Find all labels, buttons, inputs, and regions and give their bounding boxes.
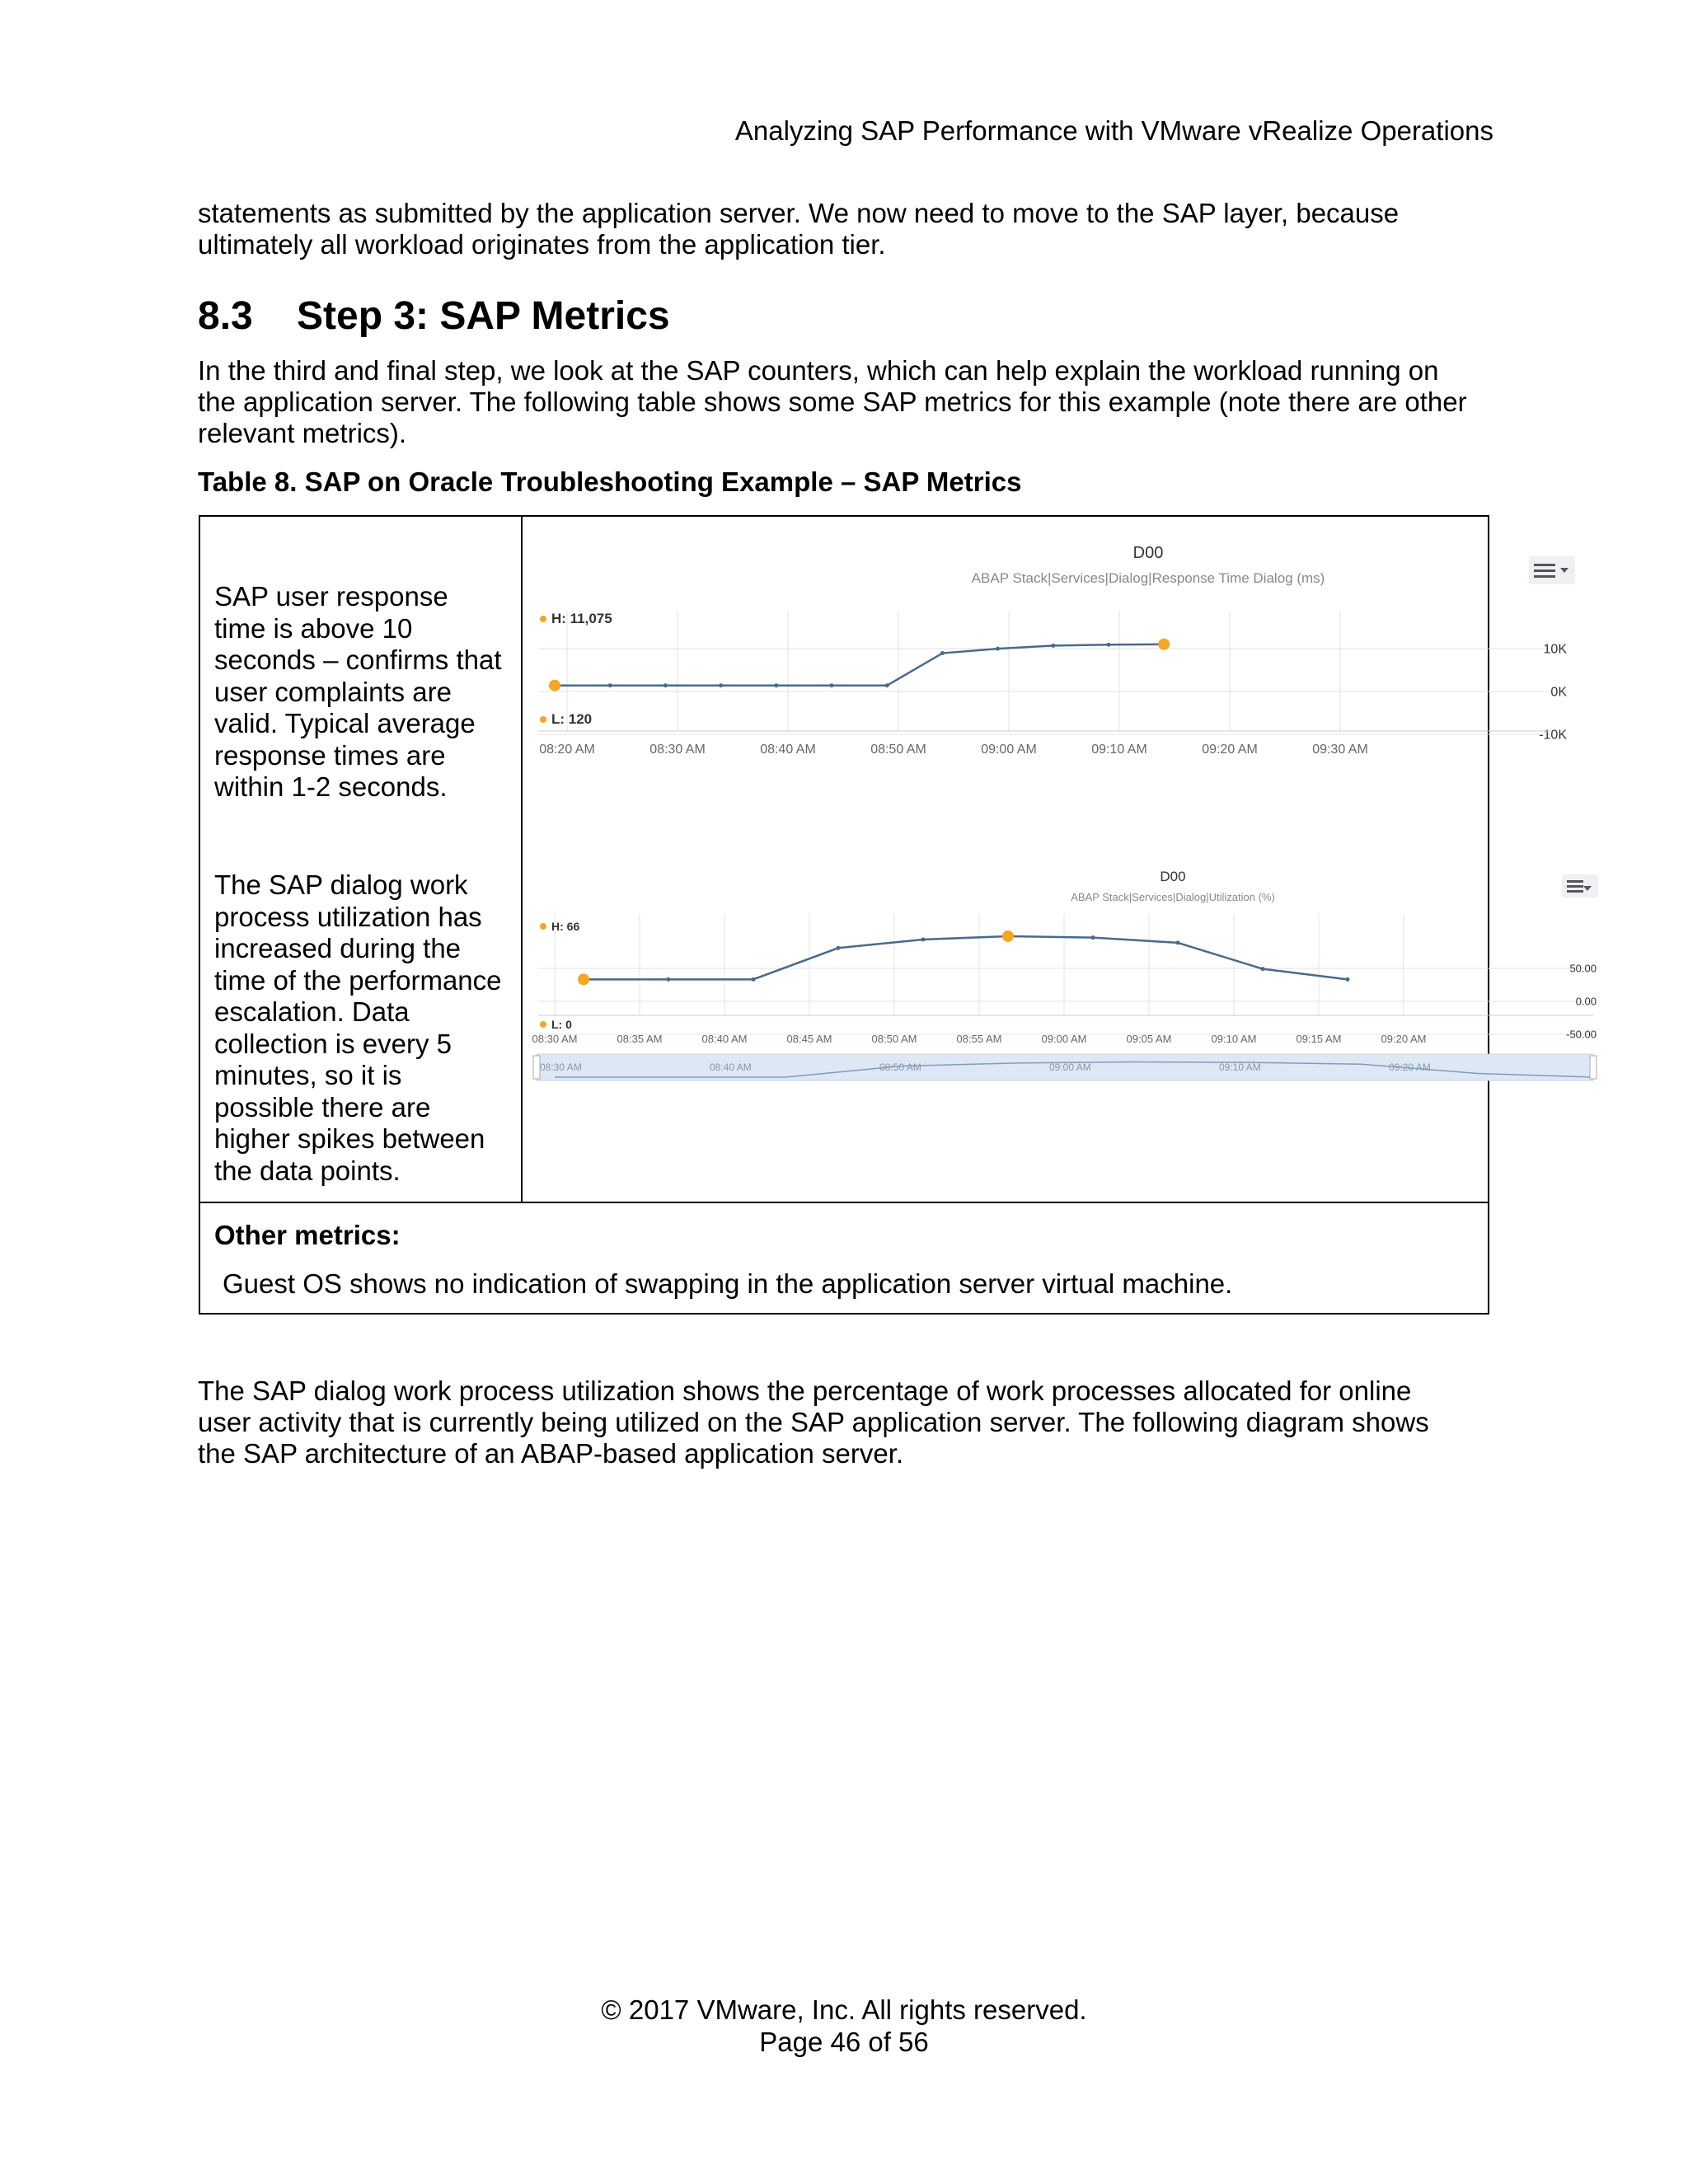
closing-line-2: user activity that is currently being utilized on the SAP application server. The following diagram shows	[198, 1407, 1429, 1437]
closing-line-1: The SAP dialog work process utilization shows the percentage of work processes allocated for online	[198, 1376, 1412, 1406]
data-point	[1261, 967, 1265, 971]
section-line-3: relevant metrics).	[198, 418, 407, 448]
navigator-tick-label: 09:00 AM	[1049, 1062, 1091, 1073]
row2-line: increased during the	[214, 933, 462, 963]
section-heading	[198, 293, 670, 339]
highlight-point	[578, 973, 589, 985]
row1-line: within 1-2 seconds.	[214, 771, 448, 802]
data-point	[608, 683, 612, 687]
navigator-tick-label: 08:50 AM	[879, 1062, 921, 1073]
data-point	[667, 977, 671, 982]
row1-line: valid. Typical average	[214, 708, 476, 738]
data-point	[885, 683, 889, 687]
data-point	[1091, 935, 1095, 940]
row2-description	[214, 869, 515, 1187]
utilization-chart-svg	[530, 855, 1601, 1135]
high-value-label: H: 66	[551, 920, 580, 933]
data-point	[774, 683, 778, 687]
navigator-handle-left	[533, 1056, 540, 1079]
data-point	[719, 683, 723, 687]
navigator-tick-label: 09:10 AM	[1219, 1062, 1261, 1073]
chart1-menu-button[interactable]	[1529, 556, 1575, 584]
table-row-charts	[200, 517, 1597, 1203]
footer-copyright: © 2017 VMware, Inc. All rights reserved.	[601, 1994, 1087, 2025]
navigator-handle-right	[1590, 1056, 1597, 1079]
navigator-tick-label: 09:20 AM	[1389, 1062, 1431, 1073]
x-tick-label: 09:15 AM	[1296, 1033, 1342, 1045]
section-title: Step 3: SAP Metrics	[297, 294, 670, 338]
row2-line: collection is every 5	[214, 1028, 452, 1059]
y-tick-label: 50.00	[1569, 962, 1597, 975]
x-tick-label: 08:55 AM	[956, 1033, 1002, 1045]
row2-line: escalation. Data	[214, 996, 410, 1027]
footer-page-number: Page 46 of 56	[759, 2027, 929, 2057]
low-value-label: L: 0	[551, 1018, 572, 1031]
page-header: Analyzing SAP Performance with VMware vRealize Operations	[734, 115, 1493, 146]
x-tick-label: 09:10 AM	[1091, 743, 1147, 757]
utilization-chart	[530, 855, 1601, 1135]
x-tick-label: 08:40 AM	[760, 743, 816, 757]
row2-line: the data points.	[214, 1155, 401, 1186]
row2-line: minutes, so it is	[214, 1060, 402, 1090]
x-tick-label: 09:30 AM	[1312, 743, 1368, 757]
x-tick-label: 08:50 AM	[870, 743, 926, 757]
x-tick-label: 09:00 AM	[1041, 1033, 1087, 1045]
data-point	[1107, 643, 1111, 647]
row2-line: process utilization has	[214, 901, 482, 932]
x-tick-label: 08:40 AM	[701, 1033, 748, 1045]
low-value-label: L: 120	[551, 711, 593, 727]
x-tick-label: 08:30 AM	[649, 743, 706, 757]
series-line	[555, 644, 1164, 686]
high-value-label: H: 11,075	[551, 611, 612, 626]
x-tick-label: 09:00 AM	[981, 743, 1037, 757]
row2-line: possible there are	[214, 1091, 431, 1122]
section-line-1: In the third and final step, we look at the SAP counters, which can help explain the workload running on	[198, 355, 1439, 386]
highlight-point	[1002, 930, 1014, 942]
row1-line: time is above 10	[214, 612, 413, 644]
high-marker-dot	[540, 616, 546, 622]
y-tick-label: 0.00	[1575, 995, 1597, 1008]
response-time-chart-svg	[530, 527, 1568, 778]
row1-description	[214, 581, 515, 804]
x-tick-label: 08:20 AM	[539, 743, 595, 757]
high-marker-dot	[540, 923, 546, 930]
row1-line: SAP user response	[214, 581, 448, 612]
series-line	[584, 936, 1348, 979]
x-tick-label: 09:20 AM	[1202, 743, 1258, 757]
low-marker-dot	[540, 716, 546, 723]
data-point	[1176, 940, 1180, 944]
column-divider	[521, 517, 523, 1202]
row1-line: user complaints are	[214, 676, 452, 707]
row1-line: seconds – confirms that	[214, 644, 502, 675]
chart-subtitle: ABAP Stack|Services|Dialog|Response Time Dialog (ms)	[971, 570, 1325, 586]
x-tick-label: 09:20 AM	[1381, 1033, 1427, 1045]
chevron-down-icon	[1560, 568, 1568, 573]
response-time-chart	[530, 527, 1568, 778]
highlight-point	[549, 680, 560, 691]
chart2-menu-button[interactable]	[1562, 874, 1598, 898]
data-point	[940, 651, 945, 655]
x-tick-label: 08:50 AM	[871, 1033, 917, 1045]
data-point	[921, 937, 926, 941]
y-tick-label: -50.00	[1566, 1028, 1597, 1041]
data-point	[837, 946, 841, 950]
data-point	[1051, 644, 1055, 648]
x-tick-label: 09:05 AM	[1126, 1033, 1172, 1045]
row1-line: response times are	[214, 739, 446, 771]
section-number: 8.3	[198, 294, 253, 338]
navigator-tick-label: 08:40 AM	[710, 1062, 752, 1073]
metrics-table	[199, 515, 1597, 1315]
intro-paragraph	[198, 198, 1492, 260]
x-tick-label: 08:35 AM	[617, 1033, 663, 1045]
data-point	[663, 683, 668, 687]
row2-line: The SAP dialog work	[214, 869, 468, 900]
other-metrics-title: Other metrics:	[214, 1220, 401, 1250]
closing-line-3: the SAP architecture of an ABAP-based application server.	[198, 1438, 904, 1469]
low-marker-dot	[540, 1021, 546, 1028]
data-point	[752, 977, 756, 982]
highlight-point	[1158, 639, 1170, 650]
x-tick-label: 09:10 AM	[1211, 1033, 1257, 1045]
chevron-down-icon	[1583, 886, 1592, 891]
row2-line: higher spikes between	[214, 1123, 485, 1154]
y-tick-label: 0K	[1550, 685, 1567, 700]
other-metrics-text: Guest OS shows no indication of swapping in the application server virtual machine.	[223, 1268, 1233, 1299]
x-tick-label: 08:30 AM	[532, 1033, 578, 1045]
navigator-tick-label: 08:30 AM	[540, 1062, 582, 1073]
intro-line-1: statements as submitted by the application server. We now need to move to the SAP layer, because	[198, 198, 1400, 228]
y-tick-label: 10K	[1543, 642, 1567, 657]
table-caption: Table 8. SAP on Oracle Troubleshooting Example – SAP Metrics	[198, 466, 1022, 497]
section-line-2: the application server. The following table shows some SAP metrics for this example (note there are other	[198, 387, 1467, 417]
row2-line: time of the performance	[214, 964, 502, 996]
chart-title: D00	[1132, 544, 1164, 562]
chart-subtitle: ABAP Stack|Services|Dialog|Utilization (%)	[1071, 891, 1275, 903]
data-point	[996, 647, 1000, 651]
data-point	[830, 683, 834, 687]
data-point	[1346, 977, 1350, 982]
section-paragraph	[198, 355, 1492, 449]
chart-title: D00	[1160, 869, 1186, 884]
x-tick-label: 08:45 AM	[786, 1033, 832, 1045]
intro-line-2: ultimately all workload originates from the application tier.	[198, 229, 886, 260]
y-tick-label: -10K	[1539, 728, 1567, 743]
closing-paragraph	[198, 1376, 1492, 1469]
